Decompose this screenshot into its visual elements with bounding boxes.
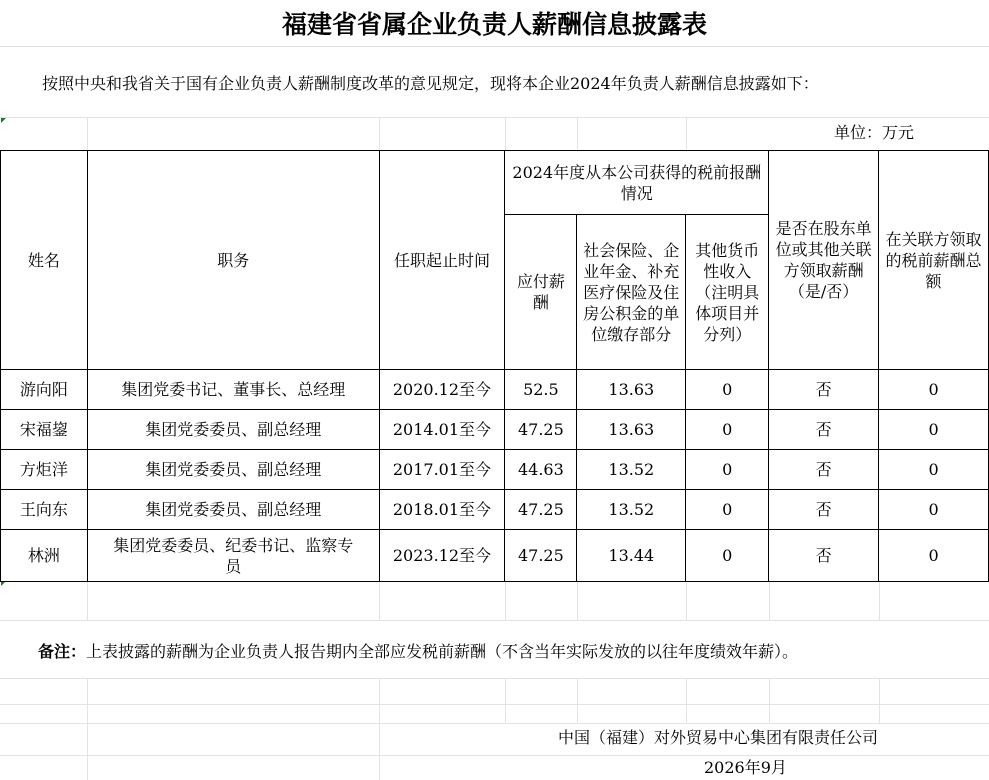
cell-term: 2020.12至今 (379, 370, 505, 410)
gridline (0, 723, 989, 724)
page-title: 福建省省属企业负责人薪酬信息披露表 (281, 10, 707, 39)
header-position: 职务 (87, 151, 379, 370)
cell-insurance: 13.44 (577, 530, 686, 582)
cell-salary: 47.25 (505, 490, 577, 530)
table-row (1, 490, 989, 530)
cell-other-income: 0 (686, 530, 769, 582)
note-label: 备注： (38, 642, 87, 661)
intro-text: 按照中央和我省关于国有企业负责人薪酬制度改革的意见规定，现将本企业2024年负责人薪酬信息披露如下： (42, 74, 819, 93)
cell-position: 集团党委委员、纪委书记、监察专员 (87, 530, 379, 582)
cell-salary: 44.63 (505, 450, 577, 490)
gridline (379, 581, 380, 621)
table-row (1, 530, 989, 582)
gridline (87, 581, 88, 621)
cell-salary: 47.25 (505, 410, 577, 450)
cell-term: 2017.01至今 (379, 450, 505, 490)
gridline (686, 678, 687, 723)
cell-position: 集团党委委员、副总经理 (87, 410, 379, 450)
cell-name: 宋福鋆 (1, 410, 88, 450)
cell-term: 2018.01至今 (379, 490, 505, 530)
cell-related-total: 0 (879, 490, 989, 530)
gridline (379, 117, 380, 150)
cell-related-total: 0 (879, 410, 989, 450)
gridline (0, 117, 989, 118)
header-row (1, 151, 989, 215)
cell-name: 游向阳 (1, 370, 88, 410)
gridline (879, 678, 880, 723)
note-text: 上表披露的薪酬为企业负责人报告期内全部应发税前薪酬（不含当年实际发放的以往年度绩效年薪）。 (86, 642, 799, 661)
header-insurance: 社会保险、企业年金、补充医疗保险及住房公积金的单位缴存部分 (577, 215, 686, 370)
gridline (577, 117, 578, 150)
cell-related-total: 0 (879, 370, 989, 410)
header-shareholder-pay: 是否在股东单位或其他关联方领取薪酬（是/否） (769, 151, 879, 370)
header-name: 姓名 (1, 151, 88, 370)
cell-name: 林洲 (1, 530, 88, 582)
cell-name: 王向东 (1, 490, 88, 530)
salary-table (0, 150, 989, 582)
cell-position: 集团党委书记、董事长、总经理 (87, 370, 379, 410)
cell-insurance: 13.52 (577, 450, 686, 490)
cell-salary: 47.25 (505, 530, 577, 582)
gridline (0, 678, 989, 679)
header-salary: 应付薪酬 (505, 215, 577, 370)
gridline (379, 678, 380, 780)
table-row (1, 410, 989, 450)
table-row (1, 370, 989, 410)
gridline (87, 117, 88, 150)
unit-label: 单位：万元 (834, 123, 915, 142)
cell-shareholder-pay: 否 (769, 410, 879, 450)
note (38, 640, 798, 664)
cell-related-total: 0 (879, 530, 989, 582)
company-name: 中国（福建）对外贸易中心集团有限责任公司 (558, 728, 879, 747)
gridline (0, 704, 989, 705)
cell-related-total: 0 (879, 450, 989, 490)
table-row (1, 450, 989, 490)
cell-term: 2023.12至今 (379, 530, 505, 582)
header-compensation-group: 2024年度从本公司获得的税前报酬情况 (505, 151, 769, 215)
gridline (577, 581, 578, 621)
gridline (879, 581, 880, 621)
gridline (505, 581, 506, 621)
cell-other-income: 0 (686, 490, 769, 530)
gridline (577, 678, 578, 723)
gridline (0, 620, 989, 621)
cell-other-income: 0 (686, 450, 769, 490)
cell-shareholder-pay: 否 (769, 490, 879, 530)
cell-term: 2014.01至今 (379, 410, 505, 450)
disclosure-date: 2026年9月 (704, 758, 787, 777)
gridline (686, 117, 687, 150)
cell-position: 集团党委委员、副总经理 (87, 490, 379, 530)
cell-name: 方炬洋 (1, 450, 88, 490)
gridline (505, 117, 506, 150)
cell-shareholder-pay: 否 (769, 450, 879, 490)
cell-position: 集团党委委员、副总经理 (87, 450, 379, 490)
cell-other-income: 0 (686, 370, 769, 410)
gridline (0, 46, 989, 47)
cell-salary: 52.5 (505, 370, 577, 410)
header-other-income: 其他货币性收入（注明具体项目并分列） (686, 215, 769, 370)
cell-insurance: 13.52 (577, 490, 686, 530)
cell-marker (1, 118, 6, 123)
cell-other-income: 0 (686, 410, 769, 450)
cell-shareholder-pay: 否 (769, 370, 879, 410)
gridline (686, 581, 687, 621)
cell-shareholder-pay: 否 (769, 530, 879, 582)
header-term: 任职起止时间 (379, 151, 505, 370)
cell-insurance: 13.63 (577, 410, 686, 450)
gridline (505, 678, 506, 723)
gridline (0, 755, 989, 756)
gridline (87, 678, 88, 780)
gridline (769, 678, 770, 723)
header-related-total: 在关联方领取的税前薪酬总额 (879, 151, 989, 370)
gridline (769, 581, 770, 621)
cell-insurance: 13.63 (577, 370, 686, 410)
